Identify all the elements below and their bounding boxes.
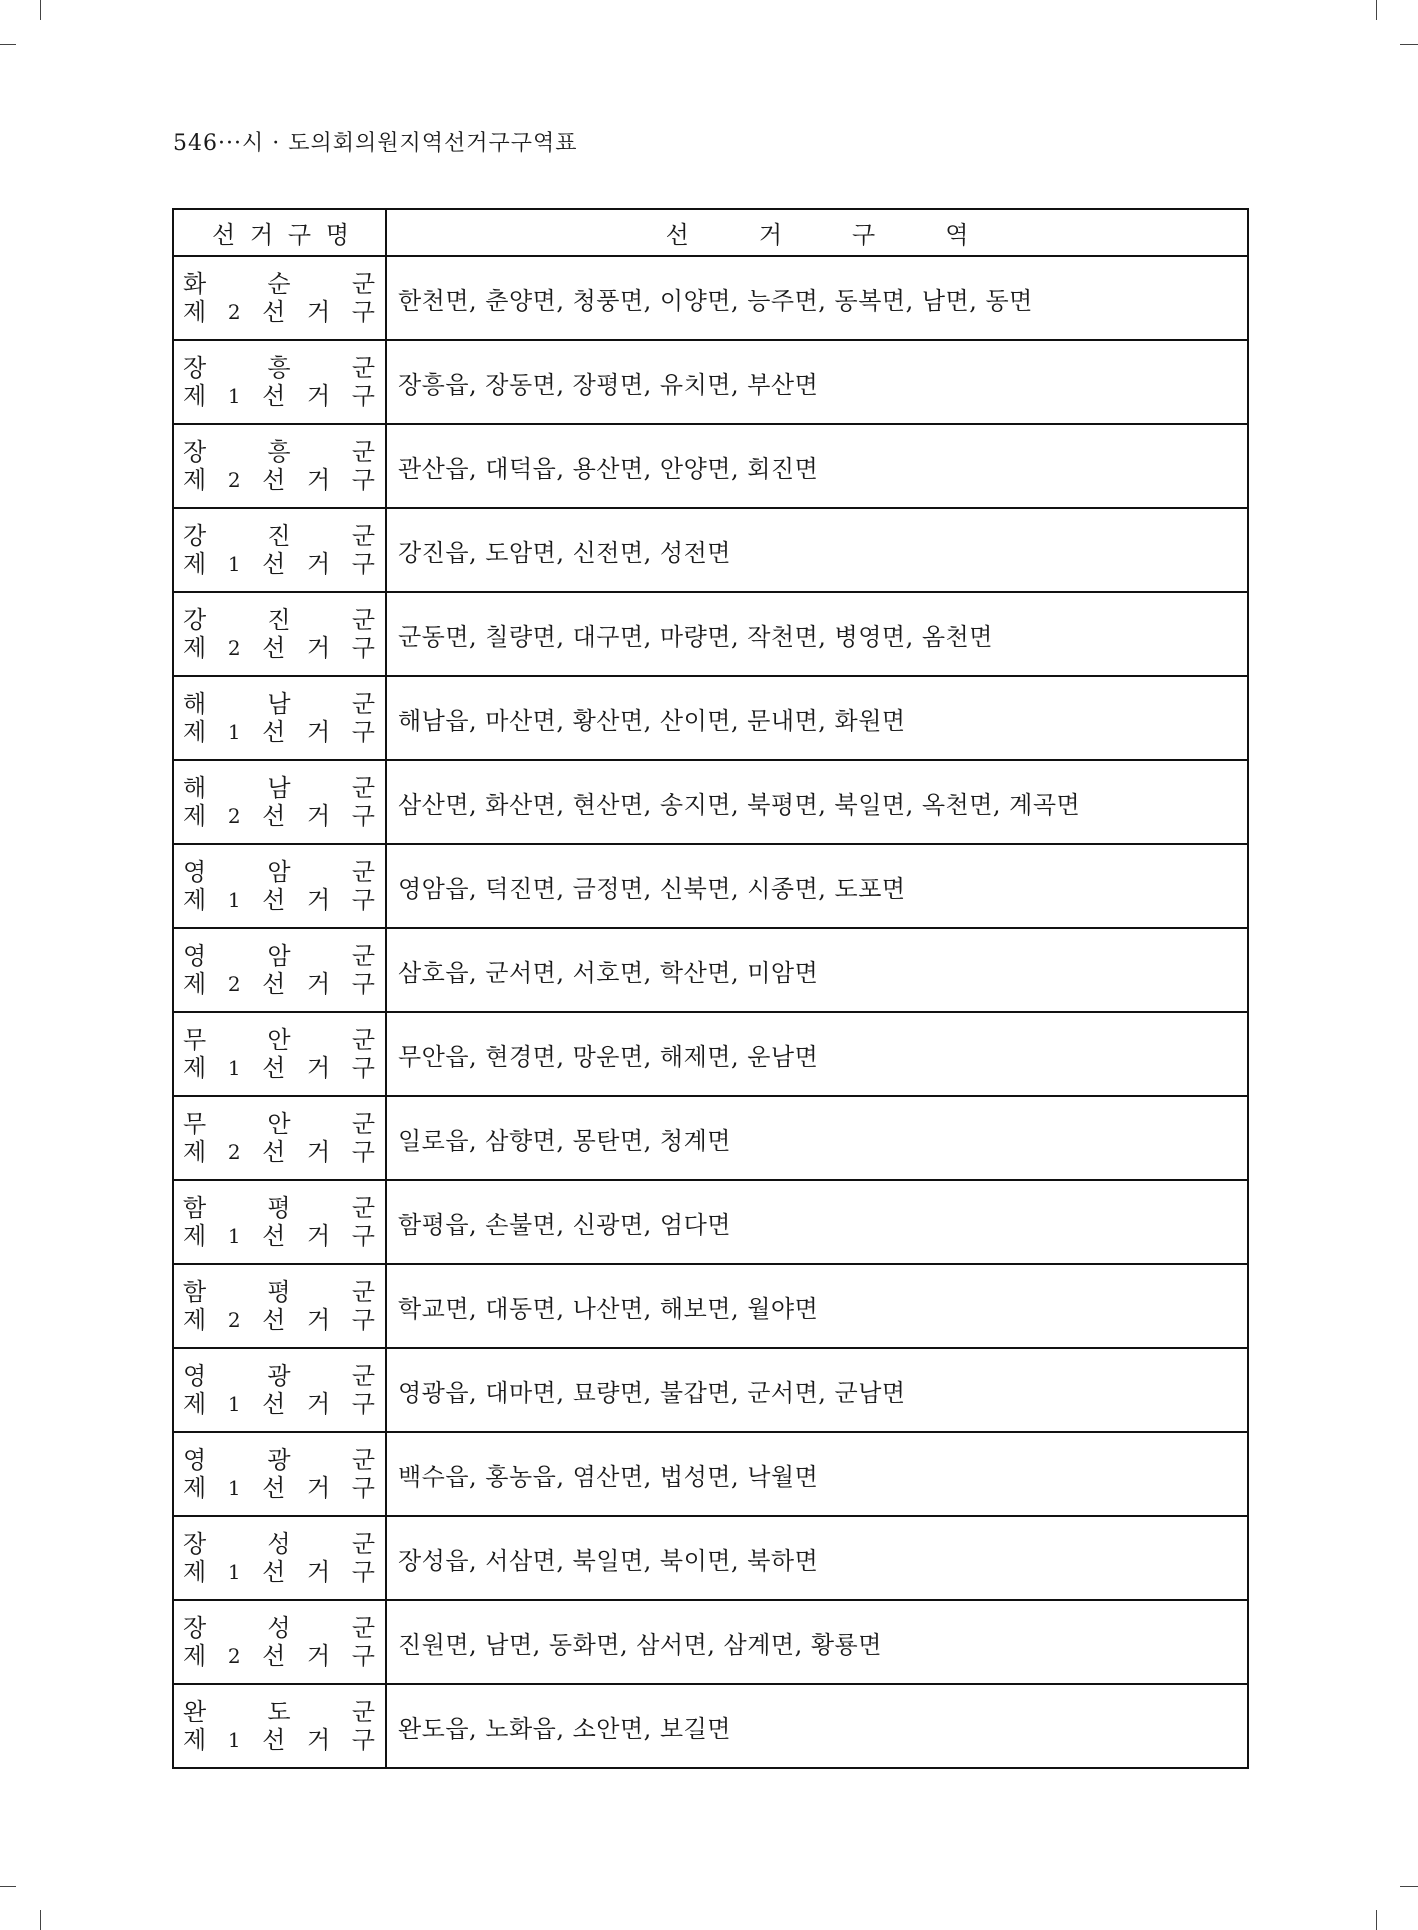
district-name-cell	[173, 1348, 386, 1432]
county-name	[183, 522, 375, 550]
district-number-char: 2	[227, 300, 241, 324]
county-name-char: 영	[183, 1362, 207, 1390]
district-number-char: 2	[227, 1140, 241, 1164]
county-name-char: 광	[267, 1446, 291, 1474]
county-name-char: 군	[351, 1530, 375, 1558]
table-row	[173, 1012, 1248, 1096]
page-title: 시 · 도의회의원지역선거구구역표	[241, 131, 578, 156]
district-area-cell: 진원면, 남면, 동화면, 삼서면, 삼계면, 황룡면	[386, 1600, 1248, 1684]
county-name-char: 군	[351, 774, 375, 802]
district-area-cell: 영암읍, 덕진면, 금정면, 신북면, 시종면, 도포면	[386, 844, 1248, 928]
district-area-cell: 함평읍, 손불면, 신광면, 엄다면	[386, 1180, 1248, 1264]
district-number	[183, 886, 375, 914]
county-name-char: 군	[351, 1698, 375, 1726]
district-area-cell: 삼산면, 화산면, 현산면, 송지면, 북평면, 북일면, 옥천면, 계곡면	[386, 760, 1248, 844]
district-table	[172, 208, 1249, 1769]
county-name-char: 남	[267, 690, 291, 718]
county-name-char: 군	[351, 690, 375, 718]
district-area-cell: 학교면, 대동면, 나산면, 해보면, 월야면	[386, 1264, 1248, 1348]
district-number-char: 구	[351, 382, 375, 410]
crop-mark	[1376, 0, 1377, 20]
district-number-char: 선	[262, 1726, 286, 1754]
district-number-char: 구	[351, 634, 375, 662]
county-name-char: 군	[351, 606, 375, 634]
district-number-char: 제	[183, 1054, 207, 1082]
table-row	[173, 760, 1248, 844]
district-number	[183, 382, 375, 410]
district-area-cell: 무안읍, 현경면, 망운면, 해제면, 운남면	[386, 1012, 1248, 1096]
county-name	[183, 1026, 375, 1054]
table-row	[173, 1432, 1248, 1516]
county-name	[183, 1278, 375, 1306]
district-number	[183, 466, 375, 494]
crop-mark	[0, 44, 16, 45]
district-name-cell	[173, 1264, 386, 1348]
district-number-char: 구	[351, 802, 375, 830]
district-number-char: 1	[227, 1056, 241, 1080]
table-row	[173, 256, 1248, 340]
district-number-char: 1	[227, 888, 241, 912]
district-number-char: 선	[262, 1138, 286, 1166]
district-number-char: 제	[183, 1558, 207, 1586]
district-name-cell	[173, 340, 386, 424]
county-name-char: 강	[183, 522, 207, 550]
district-number-char: 거	[306, 1054, 331, 1082]
county-name-char: 해	[183, 774, 207, 802]
district-number-char: 거	[306, 1138, 331, 1166]
county-name-char: 화	[183, 270, 207, 298]
district-number-char: 2	[227, 1308, 241, 1332]
table-row	[173, 676, 1248, 760]
county-name-char: 진	[267, 522, 291, 550]
district-number-char: 거	[306, 1222, 331, 1250]
county-name-char: 군	[351, 942, 375, 970]
district-number-char: 구	[351, 1390, 375, 1418]
district-number-char: 구	[351, 1306, 375, 1334]
district-name-cell	[173, 1432, 386, 1516]
district-number-char: 제	[183, 550, 207, 578]
county-name	[183, 354, 375, 382]
district-area-cell: 삼호읍, 군서면, 서호면, 학산면, 미암면	[386, 928, 1248, 1012]
district-number-char: 선	[262, 1054, 286, 1082]
crop-mark	[40, 1910, 41, 1930]
district-number-char: 구	[351, 1726, 375, 1754]
county-name-char: 군	[351, 1446, 375, 1474]
county-name-char: 영	[183, 858, 207, 886]
column-header-district-name	[173, 209, 386, 256]
county-name	[183, 1614, 375, 1642]
district-number-char: 선	[262, 886, 286, 914]
table-row	[173, 1348, 1248, 1432]
county-name-char: 강	[183, 606, 207, 634]
district-number-char: 제	[183, 298, 207, 326]
district-number-char: 제	[183, 718, 207, 746]
county-name-char: 군	[351, 1110, 375, 1138]
district-number-char: 선	[262, 634, 286, 662]
district-number-char: 2	[227, 972, 241, 996]
district-number-char: 제	[183, 1726, 207, 1754]
county-name-char: 평	[267, 1278, 291, 1306]
district-name-cell	[173, 1684, 386, 1768]
county-name	[183, 1194, 375, 1222]
district-number-char: 거	[306, 1726, 331, 1754]
district-number-char: 구	[351, 1054, 375, 1082]
district-number-char: 제	[183, 1306, 207, 1334]
district-number-char: 구	[351, 1222, 375, 1250]
district-number-char: 선	[262, 1306, 286, 1334]
district-number-char: 거	[306, 1558, 331, 1586]
district-number	[183, 718, 375, 746]
district-number-char: 거	[306, 802, 331, 830]
district-number	[183, 1306, 375, 1334]
district-number-char: 구	[351, 886, 375, 914]
district-number-char: 구	[351, 466, 375, 494]
district-area-cell: 장성읍, 서삼면, 북일면, 북이면, 북하면	[386, 1516, 1248, 1600]
district-area-cell: 군동면, 칠량면, 대구면, 마량면, 작천면, 병영면, 옴천면	[386, 592, 1248, 676]
district-number-char: 거	[306, 382, 331, 410]
district-number-char: 선	[262, 382, 286, 410]
district-number	[183, 1642, 375, 1670]
district-number-char: 선	[262, 1222, 286, 1250]
district-area-cell: 영광읍, 대마면, 묘량면, 불갑면, 군서면, 군남면	[386, 1348, 1248, 1432]
district-area-cell: 백수읍, 홍농읍, 염산면, 법성면, 낙월면	[386, 1432, 1248, 1516]
district-number-char: 제	[183, 802, 207, 830]
district-name-cell	[173, 256, 386, 340]
county-name-char: 군	[351, 522, 375, 550]
county-name-char: 장	[183, 1614, 207, 1642]
header-char: 역	[945, 221, 969, 249]
county-name	[183, 438, 375, 466]
district-number-char: 거	[306, 1642, 331, 1670]
district-number	[183, 298, 375, 326]
table-row	[173, 1516, 1248, 1600]
header-char: 명	[325, 221, 349, 249]
district-number-char: 거	[306, 466, 331, 494]
district-number-char: 제	[183, 1390, 207, 1418]
county-name-char: 장	[183, 1530, 207, 1558]
district-number-char: 1	[227, 384, 241, 408]
district-number-char: 선	[262, 718, 286, 746]
county-name-char: 암	[267, 942, 291, 970]
district-number-char: 제	[183, 466, 207, 494]
district-number-char: 2	[227, 468, 241, 492]
county-name-char: 군	[351, 270, 375, 298]
page-header	[173, 126, 578, 157]
district-number-char: 구	[351, 970, 375, 998]
table-row	[173, 340, 1248, 424]
table-row	[173, 424, 1248, 508]
county-name-char: 무	[183, 1110, 207, 1138]
district-number-char: 구	[351, 1474, 375, 1502]
county-name	[183, 690, 375, 718]
district-number-char: 제	[183, 1642, 207, 1670]
district-number-char: 2	[227, 636, 241, 660]
district-number-char: 2	[227, 804, 241, 828]
district-number-char: 거	[306, 634, 331, 662]
district-name-cell	[173, 760, 386, 844]
district-number	[183, 1054, 375, 1082]
county-name-char: 군	[351, 1278, 375, 1306]
crop-mark	[1400, 44, 1418, 45]
district-number-char: 제	[183, 1474, 207, 1502]
county-name-char: 장	[183, 354, 207, 382]
district-area-cell: 일로읍, 삼향면, 몽탄면, 청계면	[386, 1096, 1248, 1180]
district-number-char: 거	[306, 1390, 331, 1418]
county-name	[183, 942, 375, 970]
table-row	[173, 1096, 1248, 1180]
county-name	[183, 606, 375, 634]
county-name-char: 군	[351, 1026, 375, 1054]
district-name-cell	[173, 844, 386, 928]
district-number-char: 2	[227, 1644, 241, 1668]
district-number-char: 선	[262, 298, 286, 326]
county-name-char: 군	[351, 354, 375, 382]
district-area-cell: 완도읍, 노화읍, 소안면, 보길면	[386, 1684, 1248, 1768]
district-number-char: 선	[262, 466, 286, 494]
district-number-char: 구	[351, 298, 375, 326]
district-name-cell	[173, 424, 386, 508]
district-number-char: 구	[351, 1558, 375, 1586]
county-name-char: 장	[183, 438, 207, 466]
district-number-char: 선	[262, 802, 286, 830]
table-row	[173, 508, 1248, 592]
county-name-char: 군	[351, 1362, 375, 1390]
county-name-char: 군	[351, 438, 375, 466]
county-name-char: 흥	[267, 354, 291, 382]
county-name-char: 안	[267, 1026, 291, 1054]
district-number-char: 1	[227, 1560, 241, 1584]
county-name	[183, 1362, 375, 1390]
header-char: 선	[665, 221, 689, 249]
district-number-char: 거	[306, 298, 331, 326]
header-char: 구	[852, 221, 876, 249]
table-row	[173, 928, 1248, 1012]
district-area-cell: 관산읍, 대덕읍, 용산면, 안양면, 회진면	[386, 424, 1248, 508]
district-number-char: 제	[183, 1138, 207, 1166]
county-name	[183, 858, 375, 886]
district-name-cell	[173, 1516, 386, 1600]
district-name-cell	[173, 1096, 386, 1180]
district-number	[183, 550, 375, 578]
county-name-char: 평	[267, 1194, 291, 1222]
district-number-char: 거	[306, 886, 331, 914]
district-area-cell: 해남읍, 마산면, 황산면, 산이면, 문내면, 화원면	[386, 676, 1248, 760]
district-name-cell	[173, 592, 386, 676]
district-name-cell	[173, 676, 386, 760]
county-name-char: 영	[183, 942, 207, 970]
district-area-cell: 한천면, 춘양면, 청풍면, 이양면, 능주면, 동복면, 남면, 동면	[386, 256, 1248, 340]
district-number-char: 1	[227, 1224, 241, 1248]
district-number	[183, 1726, 375, 1754]
district-number-char: 제	[183, 382, 207, 410]
district-number-char: 선	[262, 1474, 286, 1502]
district-number-char: 구	[351, 1642, 375, 1670]
district-number-char: 구	[351, 718, 375, 746]
district-number	[183, 1390, 375, 1418]
district-number-char: 제	[183, 886, 207, 914]
county-name	[183, 270, 375, 298]
district-number	[183, 970, 375, 998]
table-row	[173, 1600, 1248, 1684]
county-name-char: 성	[267, 1614, 291, 1642]
table-row	[173, 1264, 1248, 1348]
district-number	[183, 1222, 375, 1250]
crop-mark	[1400, 1886, 1418, 1887]
county-name-char: 성	[267, 1530, 291, 1558]
district-number-char: 선	[262, 1558, 286, 1586]
district-number	[183, 1138, 375, 1166]
county-name-char: 안	[267, 1110, 291, 1138]
county-name-char: 해	[183, 690, 207, 718]
district-area-cell: 강진읍, 도암면, 신전면, 성전면	[386, 508, 1248, 592]
district-number-char: 1	[227, 552, 241, 576]
district-name-cell	[173, 1180, 386, 1264]
county-name-char: 남	[267, 774, 291, 802]
district-number-char: 거	[306, 1306, 331, 1334]
county-name-char: 함	[183, 1194, 207, 1222]
district-number-char: 구	[351, 1138, 375, 1166]
header-char: 구	[287, 221, 312, 249]
header-leader: ···	[218, 131, 242, 156]
crop-mark	[0, 1886, 16, 1887]
district-number	[183, 1474, 375, 1502]
district-number-char: 1	[227, 720, 241, 744]
district-number-char: 선	[262, 550, 286, 578]
district-number	[183, 802, 375, 830]
district-name-cell	[173, 508, 386, 592]
district-number	[183, 1558, 375, 1586]
county-name	[183, 1698, 375, 1726]
district-area-cell: 장흥읍, 장동면, 장평면, 유치면, 부산면	[386, 340, 1248, 424]
district-number-char: 1	[227, 1728, 241, 1752]
district-number-char: 제	[183, 634, 207, 662]
crop-mark	[40, 0, 41, 20]
district-number	[183, 634, 375, 662]
county-name	[183, 1530, 375, 1558]
county-name-char: 순	[267, 270, 291, 298]
district-number-char: 1	[227, 1392, 241, 1416]
county-name-char: 군	[351, 858, 375, 886]
header-char: 거	[758, 221, 782, 249]
district-number-char: 제	[183, 1222, 207, 1250]
county-name-char: 광	[267, 1362, 291, 1390]
table-row	[173, 592, 1248, 676]
county-name-char: 진	[267, 606, 291, 634]
district-number-char: 거	[306, 550, 331, 578]
county-name	[183, 1446, 375, 1474]
district-name-cell	[173, 1600, 386, 1684]
header-char: 선	[212, 221, 236, 249]
district-number-char: 선	[262, 970, 286, 998]
district-number-char: 선	[262, 1390, 286, 1418]
table-row	[173, 844, 1248, 928]
district-number-char: 선	[262, 1642, 286, 1670]
district-number-char: 거	[306, 718, 331, 746]
district-number-char: 구	[351, 550, 375, 578]
county-name-char: 도	[267, 1698, 291, 1726]
county-name-char: 암	[267, 858, 291, 886]
header-char: 거	[249, 221, 274, 249]
county-name-char: 완	[183, 1698, 207, 1726]
page-number: 546	[173, 131, 218, 156]
county-name-char: 무	[183, 1026, 207, 1054]
county-name-char: 영	[183, 1446, 207, 1474]
county-name	[183, 1110, 375, 1138]
crop-mark	[1376, 1910, 1377, 1930]
table-row	[173, 1684, 1248, 1768]
county-name-char: 함	[183, 1278, 207, 1306]
column-header-district-area	[386, 209, 1248, 256]
table-row	[173, 1180, 1248, 1264]
table-header-row	[173, 209, 1248, 256]
county-name-char: 군	[351, 1614, 375, 1642]
district-number-char: 1	[227, 1476, 241, 1500]
district-number-char: 제	[183, 970, 207, 998]
county-name-char: 흥	[267, 438, 291, 466]
district-number-char: 거	[306, 970, 331, 998]
district-number-char: 거	[306, 1474, 331, 1502]
district-name-cell	[173, 928, 386, 1012]
district-name-cell	[173, 1012, 386, 1096]
county-name-char: 군	[351, 1194, 375, 1222]
county-name	[183, 774, 375, 802]
